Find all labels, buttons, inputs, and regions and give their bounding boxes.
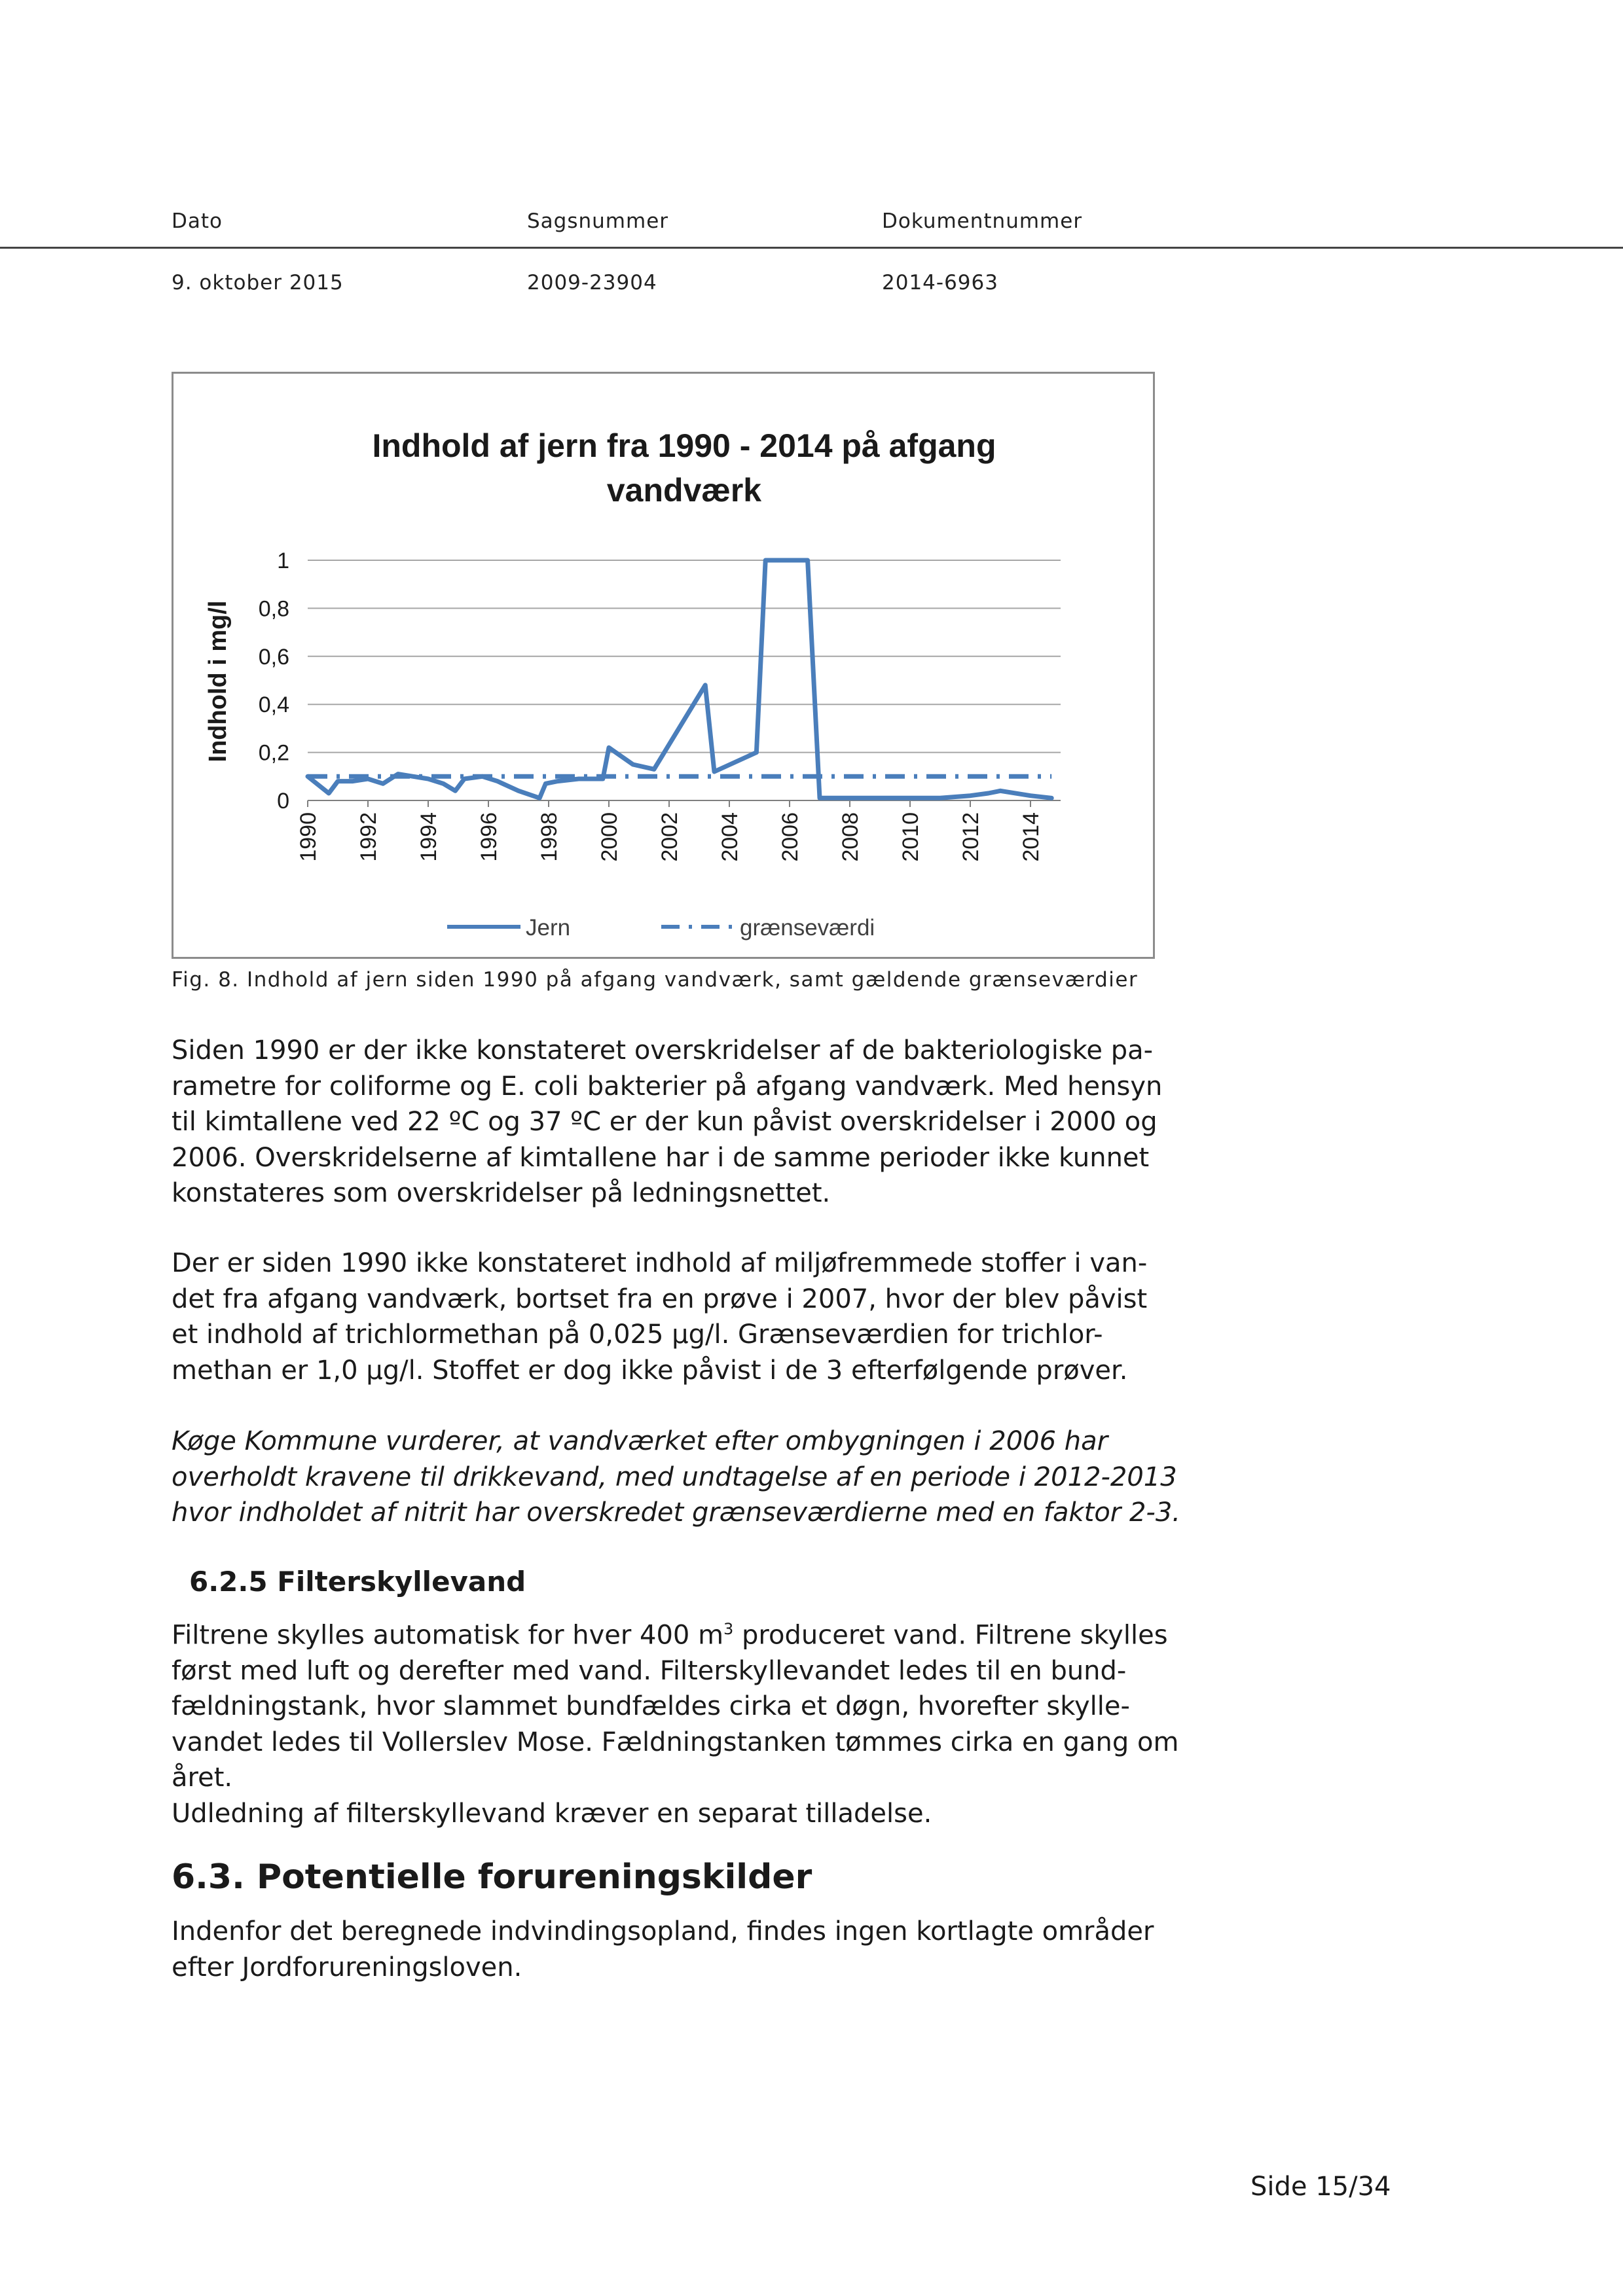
x-tick-label: 2004 — [718, 812, 742, 862]
text-line: 2006. Overskridelserne af kimtallene har i de samme perioder ikke kunnet — [172, 1142, 1150, 1173]
x-tick-label: 2008 — [838, 812, 863, 862]
text-line: hvor indholdet af nitrit har overskredet grænseværdierne med en faktor 2-3. — [172, 1498, 1181, 1528]
page-number: Side 15/34 — [1250, 2172, 1391, 2202]
text-line: Der er siden 1990 ikke konstateret indhold af miljøfremmede stoffer i van- — [172, 1248, 1148, 1278]
x-tick-label: 1996 — [477, 812, 501, 862]
text-line: Siden 1990 er der ikke konstateret overskridelser af de bakteriologiske pa- — [172, 1035, 1154, 1066]
chart-series — [308, 560, 1051, 798]
text-line: til kimtallene ved 22 ºC og 37 ºC er der kun påvist overskridelser i 2000 og — [172, 1107, 1158, 1137]
header-value-date: 9. oktober 2015 — [172, 271, 344, 295]
text-line: Udledning af filterskyllevand kræver en separat tilladelse. — [172, 1798, 932, 1829]
text-segment: produceret vand. Filtrene skylles — [733, 1620, 1168, 1651]
header-divider — [0, 247, 1623, 249]
superscript-3: 3 — [723, 1620, 734, 1638]
x-tick-label: 1990 — [296, 812, 321, 862]
y-tick-label: 0,6 — [258, 644, 289, 670]
text-line: vandet ledes til Vollerslev Mose. Fældningstanken tømmes cirka en gang om — [172, 1727, 1179, 1757]
x-tick-label: 2000 — [597, 812, 622, 862]
chart-gridlines — [308, 560, 1061, 807]
section-heading-6-2-5: 6.2.5 Filterskyllevand — [189, 1566, 526, 1598]
chart-svg — [173, 374, 1153, 957]
y-tick-label: 0,2 — [258, 740, 289, 766]
chart-y-ticks — [259, 548, 289, 814]
paragraph-pollution-sources — [172, 1914, 1232, 1985]
legend-label-graensevaerdi: grænseværdi — [740, 915, 875, 941]
header-label-date: Dato — [172, 209, 223, 233]
text-line: efter Jordforureningsloven. — [172, 1952, 522, 1982]
x-tick-label: 1992 — [356, 812, 381, 862]
chart-x-ticks — [296, 812, 1044, 862]
text-line: først med luft og derefter med vand. Filterskyllevandet ledes til en bund- — [172, 1655, 1127, 1686]
paragraph-assessment — [172, 1424, 1232, 1531]
iron-content-chart — [172, 372, 1155, 959]
x-tick-label: 2006 — [778, 812, 803, 862]
x-tick-label: 2010 — [898, 812, 923, 862]
text-line: fældningstank, hvor slammet bundfældes cirka et døgn, hvorefter skylle- — [172, 1691, 1130, 1722]
y-tick-label: 0,4 — [258, 692, 289, 718]
text-line — [172, 1611, 1232, 1653]
text-line: konstateres som overskridelser på ledningsnettet. — [172, 1178, 831, 1208]
y-tick-label: 0,8 — [258, 596, 289, 622]
x-tick-label: 1998 — [537, 812, 562, 862]
chart-title-line-1: Indhold af jern fra 1990 - 2014 på afgang — [372, 427, 996, 464]
paragraph-contaminants — [172, 1246, 1232, 1388]
legend-label-jern: Jern — [526, 915, 571, 941]
series-line-jern — [308, 560, 1051, 798]
x-tick-label: 2002 — [657, 812, 682, 862]
text-line: methan er 1,0 µg/l. Stoffet er dog ikke påvist i de 3 efterfølgende prøver. — [172, 1355, 1128, 1386]
text-line: overholdt kravene til drikkevand, med undtagelse af en periode i 2012-2013 — [172, 1462, 1177, 1492]
paragraph-filter-backwash — [172, 1611, 1232, 1831]
x-tick-label: 2014 — [1019, 812, 1044, 862]
text-line: året. — [172, 1763, 233, 1793]
y-tick-label: 1 — [277, 548, 289, 573]
x-tick-label: 1994 — [416, 812, 441, 862]
chart-y-axis-label: Indhold i mg/l — [204, 600, 232, 762]
header-value-case-number: 2009-23904 — [527, 271, 657, 295]
text-segment: Filtrene skylles automatisk for hver 400 m — [172, 1620, 724, 1651]
figure-caption: Fig. 8. Indhold af jern siden 1990 på afgang vandværk, samt gældende grænseværdier — [172, 968, 1139, 992]
x-tick-label: 2012 — [958, 812, 983, 862]
y-tick-label: 0 — [277, 789, 289, 814]
text-line: rametre for coliforme og E. coli bakterier på afgang vandværk. Med hensyn — [172, 1071, 1163, 1102]
chart-title-line-2: vandværk — [606, 472, 762, 509]
text-line: Indenfor det beregnede indvindingsopland, findes ingen kortlagte områder — [172, 1916, 1154, 1946]
header-label-document-number: Dokumentnummer — [882, 209, 1083, 233]
text-line: Køge Kommune vurderer, at vandværket efter ombygningen i 2006 har — [172, 1426, 1108, 1456]
paragraph-bacteriology — [172, 1033, 1232, 1211]
header-value-document-number: 2014-6963 — [882, 271, 998, 295]
section-heading-6-3: 6.3. Potentielle forureningskilder — [172, 1857, 812, 1897]
text-line: det fra afgang vandværk, bortset fra en prøve i 2007, hvor der blev påvist — [172, 1283, 1148, 1314]
chart-legend — [447, 915, 875, 941]
text-line: et indhold af trichlormethan på 0,025 µg/l. Grænseværdien for trichlor- — [172, 1319, 1103, 1350]
header-label-case-number: Sagsnummer — [527, 209, 669, 233]
